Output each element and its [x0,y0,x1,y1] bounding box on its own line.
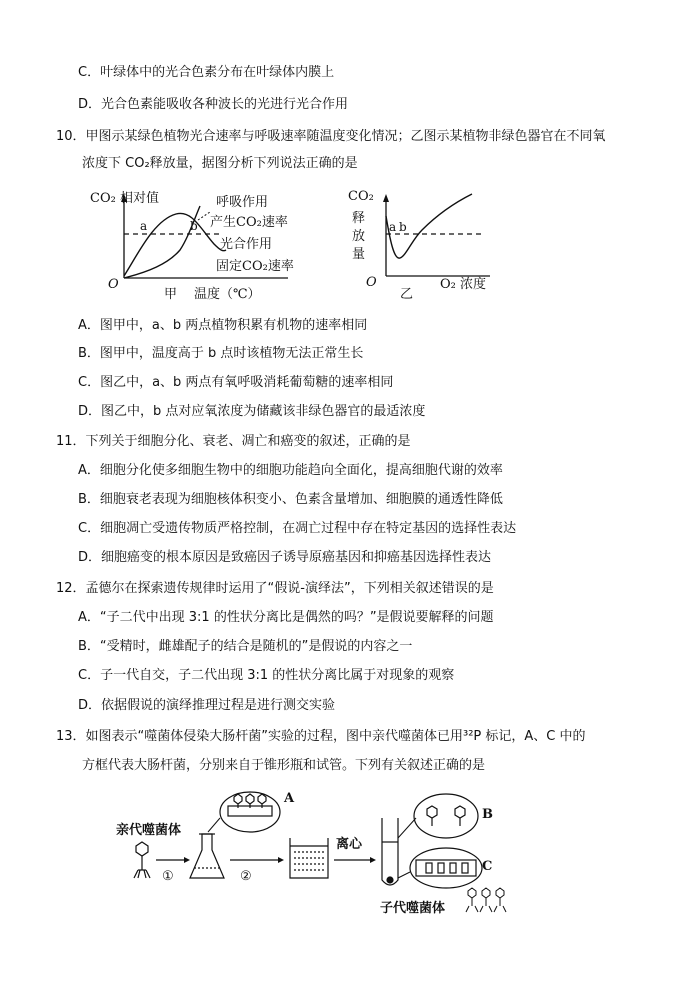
label-c: C [482,859,493,874]
beaker-icon [290,838,328,878]
q11-option-b: B．细胞衰老表现为细胞核体积变小、色素含量增加、细胞膜的通透性降低 [78,492,503,507]
q10-option-a: A．图甲中，a、b 两点植物积累有机物的速率相同 [78,318,368,333]
jia-origin: O [108,277,119,292]
jia-label-photo2: 固定CO₂速率 [216,259,294,274]
q12-stem: 12．孟德尔在探索遗传规律时运用了“假说-演绎法”，下列相关叙述错误的是 [56,581,494,596]
label-a: A [284,791,295,806]
q12-option-c: C．子一代自交，子二代出现 3:1 的性状分离比属于对现象的观察 [78,668,455,683]
flask-icon [190,834,224,878]
yi-caption: 乙 [400,287,414,302]
jia-point-b: b [190,219,198,233]
yi-ylabel-top: CO₂ [348,189,374,204]
figure-yi [340,184,510,304]
q10-option-d: D．图乙中，b 点对应氧浓度为储藏该非绿色器官的最适浓度 [78,404,426,419]
parent-phage-icon [134,842,150,878]
jia-label-resp2: 产生CO₂速率 [210,215,288,230]
jia-caption: 甲 [164,287,178,302]
yi-ylabel-3: 量 [352,247,366,262]
offspring-phage-label: 子代噬菌体 [380,901,446,916]
jia-ylabel: CO₂ 相对值 [90,191,159,206]
circle-b [414,794,478,838]
yi-ylabel-2: 放 [352,229,366,244]
q13-stem-line2: 方框代表大肠杆菌，分别来自于锥形瓶和试管。下列有关叙述正确的是 [82,758,486,773]
q11-option-a: A．细胞分化使多细胞生物中的细胞功能趋向全面化，提高细胞代谢的效率 [78,463,503,478]
offspring-phage-icons [466,888,506,912]
curve-respiration [124,206,200,278]
yi-ylabel-1: 释 [352,211,366,226]
yi-point-b: b [399,220,407,234]
q12-option-a: A．“子二代中出现 3:1 的性状分离比是偶然的吗？”是假说要解释的问题 [78,610,494,625]
circle-a [220,792,280,832]
q10-stem-line1: 10．甲图示某绿色植物光合速率与呼吸速率随温度变化情况；乙图示某植物非绿色器官在不同氧 [56,129,606,144]
circle-c [410,848,482,888]
q11-option-d: D．细胞癌变的根本原因是致癌因子诱导原癌基因和抑癌基因选择性表达 [78,550,492,565]
yi-xlabel: O₂ 浓度 [440,277,487,292]
q10-option-b: B．图甲中，温度高于 b 点时该植物无法正常生长 [78,346,364,361]
q12-option-b: B．“受精时，雌雄配子的结合是随机的”是假说的内容之一 [78,639,413,654]
q12-option-d: D．依据假说的演绎推理过程是进行测交实验 [78,698,336,713]
q11-option-c: C．细胞凋亡受遗传物质严格控制，在凋亡过程中存在特定基因的选择性表达 [78,521,517,536]
figure-phage-experiment [110,788,550,923]
yi-point-a: a [389,220,397,234]
option-c-prev: C．叶绿体中的光合色素分布在叶绿体内膜上 [78,65,335,80]
parent-phage-label: 亲代噬菌体 [116,823,182,838]
option-d-prev: D．光合色素能吸收各种波长的光进行光合作用 [78,97,349,112]
label-b: B [482,807,493,822]
step1-label: ① [162,869,174,884]
q10-stem-line2: 浓度下 CO₂释放量，据图分析下列说法正确的是 [82,156,358,171]
yi-origin: O [366,275,377,290]
figure-jia [88,184,328,304]
q11-stem: 11．下列关于细胞分化、衰老、凋亡和癌变的叙述，正确的是 [56,434,411,449]
centrifuge-label: 离心 [336,837,363,852]
q10-option-c: C．图乙中，a、b 两点有氧呼吸消耗葡萄糖的速率相同 [78,375,394,390]
jia-xlabel: 温度（℃） [194,287,261,302]
jia-point-a: a [140,219,148,233]
q13-stem-line1: 13．如图表示“噬菌体侵染大肠杆菌”实验的过程，图中亲代噬菌体已用³²P 标记，A、C 中的 [56,729,586,744]
test-tube-icon [382,818,398,885]
jia-label-photo1: 光合作用 [220,237,273,252]
step2-label: ② [240,869,252,884]
jia-label-resp1: 呼吸作用 [216,195,269,210]
